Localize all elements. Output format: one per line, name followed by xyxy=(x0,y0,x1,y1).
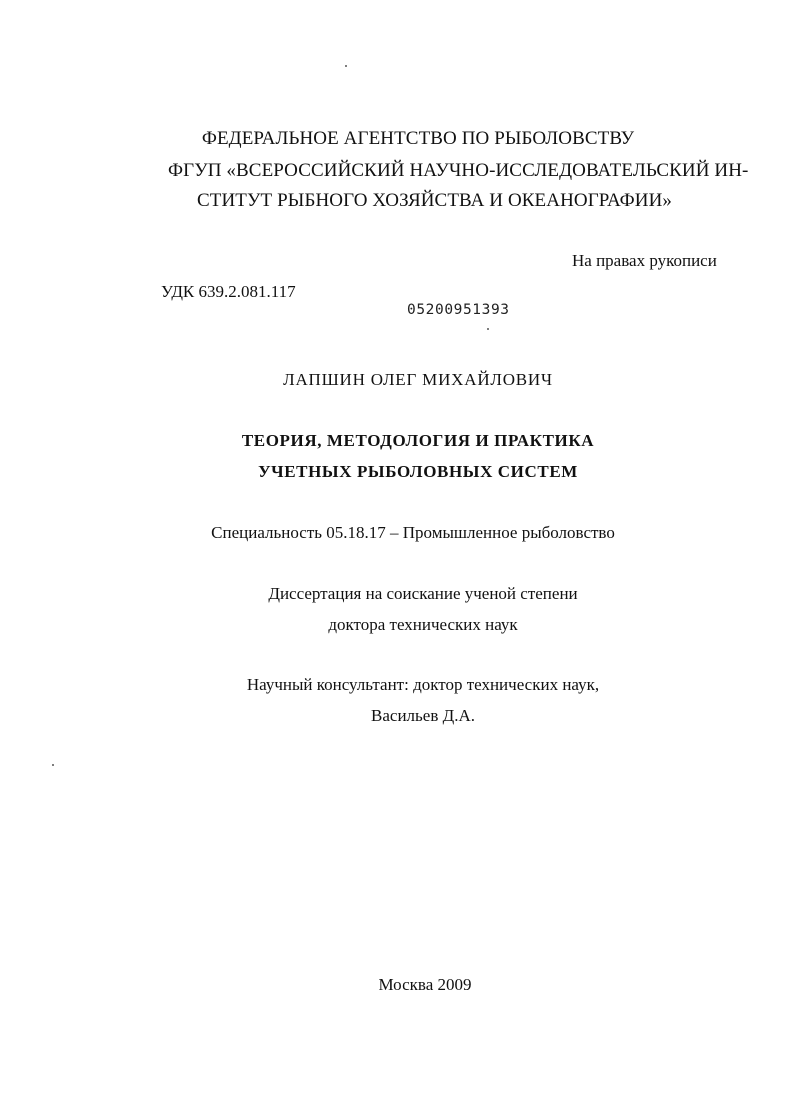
scan-speck xyxy=(345,65,347,67)
specialty-line: Специальность 05.18.17 – Промышленное рыболовство xyxy=(211,523,615,542)
degree-line-2: доктора технических наук xyxy=(328,615,518,634)
organization-line-2: ФГУП «ВСЕРОССИЙСКИЙ НАУЧНО-ИССЛЕДОВАТЕЛЬСКИЙ ИН- xyxy=(168,160,749,181)
dissertation-title-line-2: УЧЕТНЫХ РЫБОЛОВНЫХ СИСТЕМ xyxy=(258,462,578,481)
author-name: ЛАПШИН ОЛЕГ МИХАЙЛОВИЧ xyxy=(283,370,553,389)
degree-line-1: Диссертация на соискание ученой степени xyxy=(268,584,578,603)
dissertation-title-line-1: ТЕОРИЯ, МЕТОДОЛОГИЯ И ПРАКТИКА xyxy=(241,431,595,450)
scientific-advisor-line-1: Научный консультант: доктор технических наук, xyxy=(246,675,600,694)
scan-speck xyxy=(487,328,489,330)
manuscript-rights-note: На правах рукописи xyxy=(572,251,717,270)
scientific-advisor-line-2: Васильев Д.А. xyxy=(371,706,475,725)
city-year: Москва 2009 xyxy=(378,975,472,994)
scan-speck xyxy=(52,764,54,766)
organization-line-3: СТИТУТ РЫБНОГО ХОЗЯЙСТВА И ОКЕАНОГРАФИИ» xyxy=(197,190,673,211)
organization-line-1: ФЕДЕРАЛЬНОЕ АГЕНТСТВО ПО РЫБОЛОВСТВУ xyxy=(201,128,635,149)
library-stamp-number: 05200951393 xyxy=(407,302,510,318)
udk-code: УДК 639.2.081.117 xyxy=(161,282,296,301)
